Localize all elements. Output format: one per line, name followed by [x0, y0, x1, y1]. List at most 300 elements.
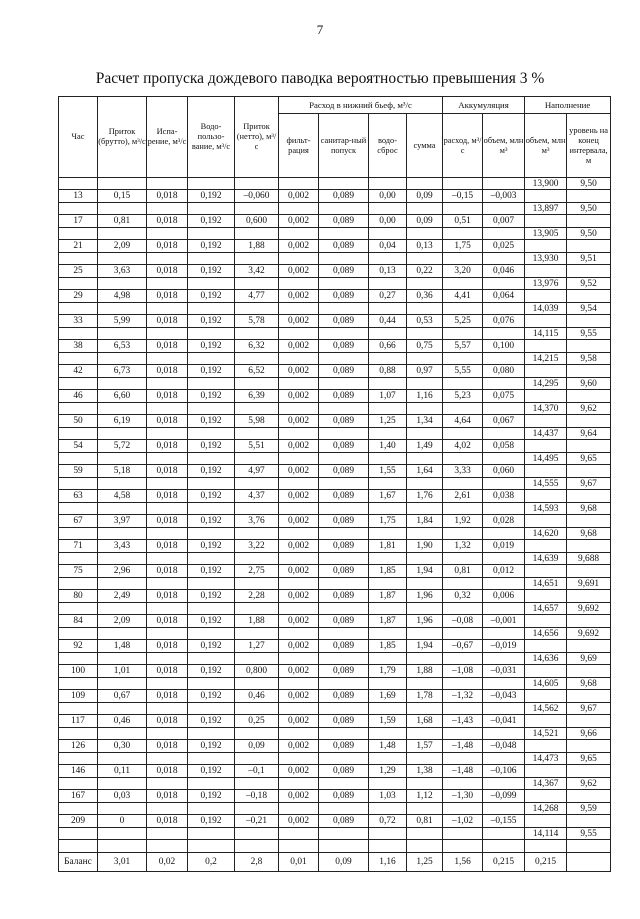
empty-cell [319, 753, 369, 765]
cell-water-use: 0,192 [188, 515, 235, 528]
empty-cell [319, 353, 369, 365]
cell-spill: 0,44 [369, 315, 407, 328]
cell-acc-flow: 3,33 [443, 465, 483, 478]
empty-cell [567, 615, 611, 628]
cell-filt: 0,002 [279, 615, 319, 628]
fill-volume-cell: 14,636 [525, 653, 567, 665]
empty-cell [188, 628, 235, 640]
fill-row [59, 403, 611, 415]
empty-cell [369, 578, 407, 590]
cell-acc-vol: 0,007 [483, 215, 525, 228]
empty-cell [525, 790, 567, 803]
empty-cell [147, 840, 188, 853]
empty-cell [188, 403, 235, 415]
empty-cell [98, 328, 147, 340]
empty-cell [567, 215, 611, 228]
cell-acc-vol: –0,043 [483, 690, 525, 703]
cell-evap: 0,018 [147, 215, 188, 228]
empty-cell [98, 703, 147, 715]
empty-cell [525, 215, 567, 228]
empty-cell [59, 178, 98, 190]
empty-cell [59, 328, 98, 340]
empty-cell [59, 303, 98, 315]
empty-cell [407, 778, 443, 790]
empty-cell [235, 403, 279, 415]
cell-hour: 126 [59, 740, 98, 753]
empty-cell [98, 203, 147, 215]
empty-cell [443, 528, 483, 540]
table-row [59, 740, 611, 753]
empty-cell [279, 303, 319, 315]
cell-inflow: 3,97 [98, 515, 147, 528]
empty-cell [98, 778, 147, 790]
cell-water-use: 0,192 [188, 615, 235, 628]
fill-row [59, 478, 611, 490]
empty-cell [235, 303, 279, 315]
cell-evap: 0,018 [147, 740, 188, 753]
empty-cell [59, 578, 98, 590]
empty-cell [567, 665, 611, 678]
cell-spill: 1,29 [369, 765, 407, 778]
cell-filt: 0,002 [279, 690, 319, 703]
balance-label: Баланс [59, 853, 98, 872]
cell-hour: 21 [59, 240, 98, 253]
cell-evap: 0,018 [147, 515, 188, 528]
empty-cell [525, 340, 567, 353]
fill-volume-cell: 14,555 [525, 478, 567, 490]
empty-cell [147, 403, 188, 415]
cell-evap: 0,018 [147, 590, 188, 603]
cell-evap: 0,018 [147, 490, 188, 503]
empty-cell [279, 178, 319, 190]
empty-cell [407, 628, 443, 640]
cell-filt: 0,002 [279, 790, 319, 803]
cell-inflow: 2,49 [98, 590, 147, 603]
empty-cell [443, 403, 483, 415]
fill-level-cell: 9,69 [567, 653, 611, 665]
cell-hour: 75 [59, 565, 98, 578]
cell-acc-flow: 3,20 [443, 265, 483, 278]
cell-acc-vol: –0,155 [483, 815, 525, 828]
empty-cell [188, 378, 235, 390]
empty-cell [319, 253, 369, 265]
empty-cell [98, 353, 147, 365]
empty-cell [319, 228, 369, 240]
empty-cell [147, 478, 188, 490]
empty-cell [279, 528, 319, 540]
empty-cell [443, 578, 483, 590]
fill-level-cell: 9,55 [567, 828, 611, 840]
cell-evap: 0,018 [147, 465, 188, 478]
cell-sanit: 0,089 [319, 290, 369, 303]
header-inflow-gross: Приток (брутто), м³/с [98, 97, 147, 178]
cell-acc-vol: 0,100 [483, 340, 525, 353]
fill-volume-cell: 13,905 [525, 228, 567, 240]
cell-filt: 0,002 [279, 315, 319, 328]
table-row [59, 665, 611, 678]
empty-cell [443, 203, 483, 215]
empty-cell [567, 440, 611, 453]
empty-cell [407, 303, 443, 315]
cell-hour: 54 [59, 440, 98, 453]
empty-cell [443, 828, 483, 840]
header-sum: сумма [407, 114, 443, 178]
empty-cell [567, 415, 611, 428]
cell-inflow: 2,96 [98, 565, 147, 578]
cell-sum: 1,84 [407, 515, 443, 528]
cell-hour: 167 [59, 790, 98, 803]
cell-inflow: 4,58 [98, 490, 147, 503]
fill-row [59, 328, 611, 340]
cell-water-use: 0,192 [188, 465, 235, 478]
empty-cell [369, 453, 407, 465]
empty-cell [59, 840, 98, 853]
empty-cell [147, 203, 188, 215]
fill-level-cell: 9,688 [567, 553, 611, 565]
empty-cell [235, 628, 279, 640]
empty-cell [483, 503, 525, 515]
cell-hour: 46 [59, 390, 98, 403]
empty-cell [525, 765, 567, 778]
empty-cell [59, 828, 98, 840]
empty-cell [188, 728, 235, 740]
empty-cell [319, 678, 369, 690]
cell-acc-vol: 0,028 [483, 515, 525, 528]
table-row [59, 365, 611, 378]
balance-row [59, 853, 611, 872]
cell-water-use: 0,192 [188, 340, 235, 353]
empty-cell [279, 253, 319, 265]
cell-acc-vol: 0,060 [483, 465, 525, 478]
empty-cell [319, 553, 369, 565]
empty-cell [59, 278, 98, 290]
table-row [59, 340, 611, 353]
cell-water-use: 0,192 [188, 365, 235, 378]
empty-cell [369, 353, 407, 365]
cell-acc-flow: 0,51 [443, 215, 483, 228]
empty-cell [567, 465, 611, 478]
cell-water-use: 0,192 [188, 265, 235, 278]
empty-cell [483, 428, 525, 440]
empty-cell [407, 753, 443, 765]
cell-water-use: 0,192 [188, 290, 235, 303]
cell-acc-flow: 5,55 [443, 365, 483, 378]
empty-cell [98, 678, 147, 690]
fill-row [59, 353, 611, 365]
empty-cell [567, 790, 611, 803]
empty-cell [147, 828, 188, 840]
fill-level-cell: 9,65 [567, 753, 611, 765]
cell-water-use: 0,192 [188, 565, 235, 578]
fill-row [59, 228, 611, 240]
fill-row [59, 303, 611, 315]
empty-cell [59, 503, 98, 515]
fill-row [59, 603, 611, 615]
empty-cell [279, 378, 319, 390]
empty-cell [147, 803, 188, 815]
header-spillway: водо-сброс [369, 114, 407, 178]
table-row [59, 565, 611, 578]
fill-row [59, 253, 611, 265]
fill-volume-cell: 14,657 [525, 603, 567, 615]
cell-filt: 0,002 [279, 515, 319, 528]
empty-cell [525, 290, 567, 303]
cell-inflow: 0,03 [98, 790, 147, 803]
page-title: Расчет пропуска дождевого паводка вероятностью превышения 3 % [95, 70, 545, 87]
cell-sum: 1,88 [407, 665, 443, 678]
cell-acc-flow: –1,48 [443, 765, 483, 778]
cell-net: 0,46 [235, 690, 279, 703]
cell-acc-vol: –0,106 [483, 765, 525, 778]
empty-cell [59, 228, 98, 240]
empty-cell [235, 503, 279, 515]
empty-cell [483, 753, 525, 765]
cell-net: 4,77 [235, 290, 279, 303]
fill-row [59, 278, 611, 290]
empty-cell [407, 453, 443, 465]
empty-cell [369, 828, 407, 840]
fill-row [59, 728, 611, 740]
empty-cell [319, 728, 369, 740]
fill-volume-cell: 14,656 [525, 628, 567, 640]
empty-cell [567, 490, 611, 503]
cell-inflow: 5,99 [98, 315, 147, 328]
empty-cell [525, 540, 567, 553]
empty-cell [567, 690, 611, 703]
cell-acc-flow: –0,15 [443, 190, 483, 203]
empty-cell [188, 178, 235, 190]
cell-evap: 0,018 [147, 690, 188, 703]
cell-hour: 92 [59, 640, 98, 653]
empty-cell [59, 553, 98, 565]
empty-cell [98, 428, 147, 440]
empty-cell [98, 178, 147, 190]
empty-cell [188, 678, 235, 690]
cell-acc-flow: –1,43 [443, 715, 483, 728]
cell-hour: 67 [59, 515, 98, 528]
empty-cell [443, 703, 483, 715]
table-row [59, 190, 611, 203]
empty-cell [147, 378, 188, 390]
header-group-discharge: Расход в нижний бьеф, м³/с [279, 97, 443, 114]
empty-cell [483, 253, 525, 265]
empty-cell [443, 553, 483, 565]
cell-hour: 84 [59, 615, 98, 628]
cell-sum: 1,96 [407, 615, 443, 628]
cell-net: 1,27 [235, 640, 279, 653]
empty-cell [98, 628, 147, 640]
cell-net: 5,98 [235, 415, 279, 428]
empty-cell [147, 303, 188, 315]
empty-cell [59, 378, 98, 390]
empty-cell [59, 203, 98, 215]
fill-row [59, 428, 611, 440]
empty-cell [188, 228, 235, 240]
cell-spill: 0,88 [369, 365, 407, 378]
empty-cell [443, 678, 483, 690]
cell-hour: 80 [59, 590, 98, 603]
cell-filt: 0,002 [279, 540, 319, 553]
cell-filt: 0,002 [279, 640, 319, 653]
fill-level-cell: 9,50 [567, 228, 611, 240]
empty-cell [59, 528, 98, 540]
empty-cell [98, 553, 147, 565]
cell-hour: 71 [59, 540, 98, 553]
cell-sum: 1,68 [407, 715, 443, 728]
empty-cell [483, 578, 525, 590]
cell-net: –0,1 [235, 765, 279, 778]
balance-sum: 1,25 [407, 853, 443, 872]
table-row [59, 590, 611, 603]
empty-cell [483, 840, 525, 853]
cell-inflow: 3,43 [98, 540, 147, 553]
header-hour: Час [59, 97, 98, 178]
cell-water-use: 0,192 [188, 315, 235, 328]
empty-cell [369, 503, 407, 515]
empty-cell [567, 840, 611, 853]
balance-filt: 0,01 [279, 853, 319, 872]
cell-hour: 17 [59, 215, 98, 228]
empty-cell [98, 253, 147, 265]
spacer-row [59, 840, 611, 853]
empty-cell [443, 478, 483, 490]
empty-cell [567, 190, 611, 203]
empty-cell [525, 590, 567, 603]
empty-cell [567, 565, 611, 578]
empty-cell [525, 615, 567, 628]
cell-sanit: 0,089 [319, 365, 369, 378]
empty-cell [369, 303, 407, 315]
cell-filt: 0,002 [279, 765, 319, 778]
cell-net: 3,42 [235, 265, 279, 278]
fill-row [59, 453, 611, 465]
empty-cell [525, 365, 567, 378]
cell-evap: 0,018 [147, 440, 188, 453]
header-sanitary: санитар-ный попуск [319, 114, 369, 178]
empty-cell [279, 578, 319, 590]
empty-cell [443, 303, 483, 315]
cell-net: 6,32 [235, 340, 279, 353]
cell-water-use: 0,192 [188, 815, 235, 828]
cell-evap: 0,018 [147, 240, 188, 253]
fill-level-cell: 9,692 [567, 628, 611, 640]
cell-evap: 0,018 [147, 315, 188, 328]
cell-acc-vol: –0,099 [483, 790, 525, 803]
cell-spill: 1,48 [369, 740, 407, 753]
empty-cell [369, 278, 407, 290]
cell-water-use: 0,192 [188, 765, 235, 778]
empty-cell [235, 603, 279, 615]
header-group-accumulation: Аккумуляция [443, 97, 525, 114]
cell-evap: 0,018 [147, 565, 188, 578]
cell-water-use: 0,192 [188, 590, 235, 603]
balance-fill-vol: 0,215 [525, 853, 567, 872]
cell-sanit: 0,089 [319, 665, 369, 678]
cell-acc-flow: –1,08 [443, 665, 483, 678]
cell-hour: 117 [59, 715, 98, 728]
empty-cell [59, 253, 98, 265]
empty-cell [483, 528, 525, 540]
fill-level-cell: 9,64 [567, 428, 611, 440]
empty-cell [188, 503, 235, 515]
empty-cell [567, 390, 611, 403]
table-row [59, 315, 611, 328]
empty-cell [443, 278, 483, 290]
fill-volume-cell: 14,473 [525, 753, 567, 765]
cell-sanit: 0,089 [319, 640, 369, 653]
empty-cell [567, 815, 611, 828]
cell-sanit: 0,089 [319, 315, 369, 328]
cell-evap: 0,018 [147, 265, 188, 278]
cell-spill: 1,75 [369, 515, 407, 528]
empty-cell [279, 503, 319, 515]
empty-cell [407, 178, 443, 190]
empty-cell [319, 603, 369, 615]
cell-inflow: 5,18 [98, 465, 147, 478]
fill-level-cell: 9,68 [567, 528, 611, 540]
cell-sanit: 0,089 [319, 765, 369, 778]
empty-cell [443, 428, 483, 440]
cell-sanit: 0,089 [319, 540, 369, 553]
cell-net: 1,88 [235, 615, 279, 628]
cell-water-use: 0,192 [188, 790, 235, 803]
empty-cell [59, 353, 98, 365]
fill-row [59, 178, 611, 190]
cell-hour: 42 [59, 365, 98, 378]
cell-evap: 0,018 [147, 365, 188, 378]
empty-cell [483, 678, 525, 690]
empty-cell [483, 178, 525, 190]
empty-cell [235, 378, 279, 390]
empty-cell [443, 253, 483, 265]
balance-acc-vol: 0,215 [483, 853, 525, 872]
empty-cell [279, 353, 319, 365]
cell-acc-vol: –0,019 [483, 640, 525, 653]
empty-cell [147, 528, 188, 540]
cell-sanit: 0,089 [319, 790, 369, 803]
empty-cell [188, 603, 235, 615]
empty-cell [369, 653, 407, 665]
empty-cell [147, 253, 188, 265]
fill-volume-cell: 14,437 [525, 428, 567, 440]
cell-inflow: 0,30 [98, 740, 147, 753]
empty-cell [235, 203, 279, 215]
cell-acc-flow: –1,30 [443, 790, 483, 803]
empty-cell [525, 815, 567, 828]
cell-net: 2,28 [235, 590, 279, 603]
empty-cell [147, 278, 188, 290]
empty-cell [443, 753, 483, 765]
fill-row [59, 828, 611, 840]
empty-cell [319, 403, 369, 415]
empty-cell [567, 765, 611, 778]
cell-inflow: 0,81 [98, 215, 147, 228]
cell-acc-vol: 0,067 [483, 415, 525, 428]
cell-spill: 1,79 [369, 665, 407, 678]
cell-spill: 1,67 [369, 490, 407, 503]
empty-cell [525, 665, 567, 678]
cell-inflow: 4,98 [98, 290, 147, 303]
fill-level-cell: 9,55 [567, 328, 611, 340]
cell-inflow: 6,73 [98, 365, 147, 378]
cell-filt: 0,002 [279, 740, 319, 753]
table-row [59, 815, 611, 828]
empty-cell [235, 828, 279, 840]
cell-inflow: 0 [98, 815, 147, 828]
cell-water-use: 0,192 [188, 540, 235, 553]
cell-filt: 0,002 [279, 440, 319, 453]
empty-cell [59, 728, 98, 740]
